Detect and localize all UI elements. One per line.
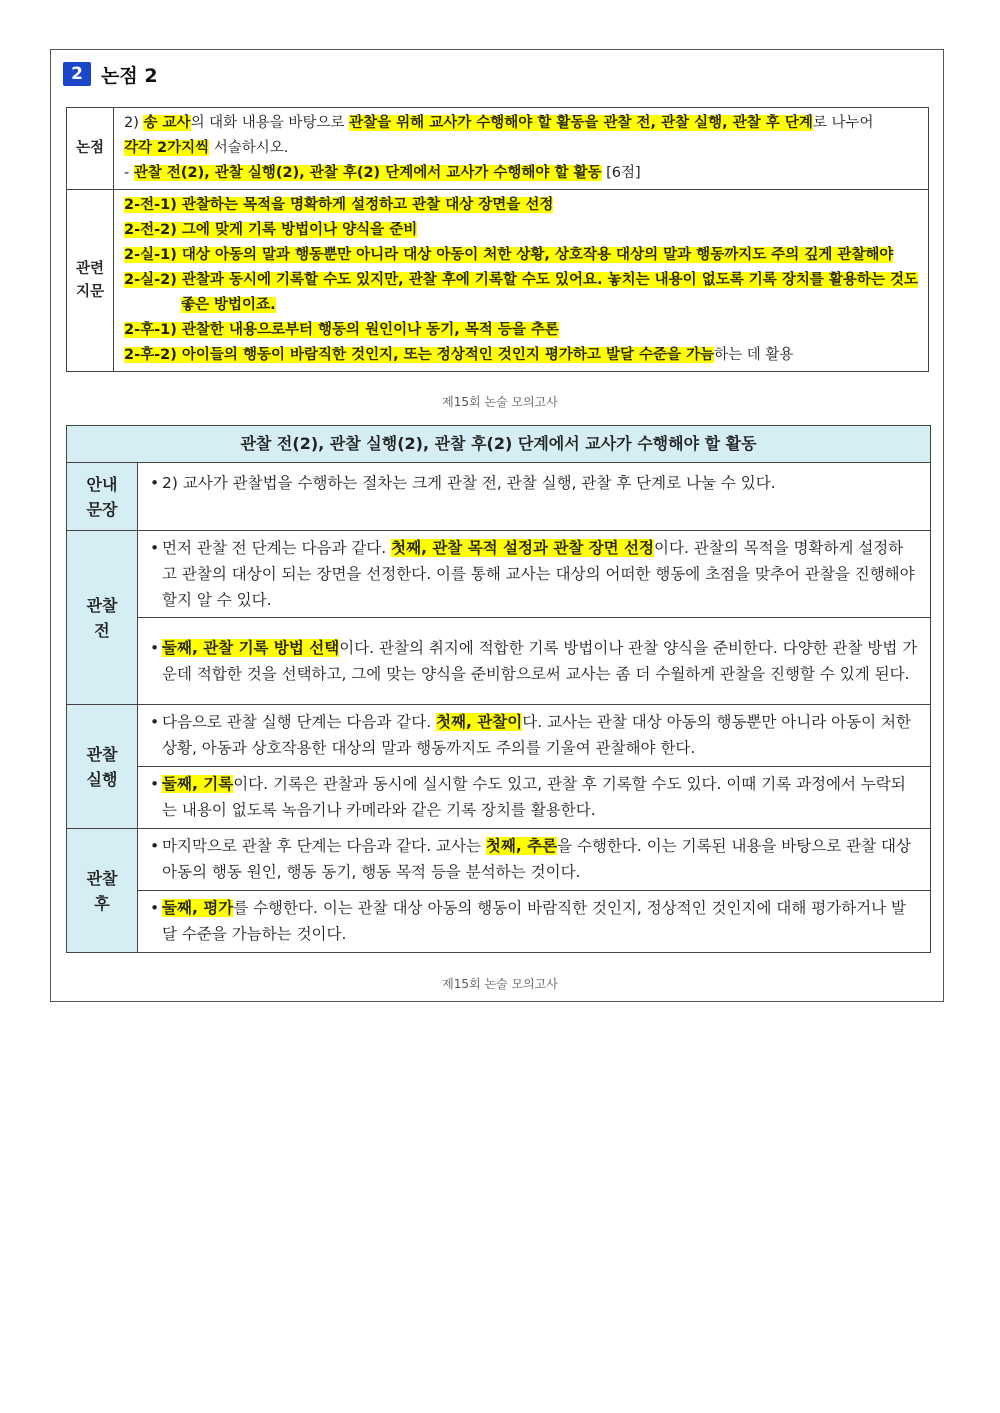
issue-content (113, 108, 928, 190)
during-label-line: 관찰 (86, 744, 118, 764)
text-segment: 다음으로 관찰 실행 단계는 다음과 같다. (162, 713, 437, 731)
highlighted-text: 첫째, 관찰 목적 설정과 관찰 장면 선정 (391, 538, 655, 557)
text-segment: 의 대화 내용을 바탕으로 (190, 115, 350, 131)
issue-line (124, 161, 918, 186)
highlighted-text: 둘째, 관찰 기록 방법 선택 (162, 638, 340, 657)
answer-table (66, 425, 931, 953)
page-caption: 제15회 논술 모의고사 (442, 395, 558, 409)
guide-text-cell (138, 463, 931, 531)
section-number-badge: 2 (63, 62, 91, 86)
reference-content (113, 190, 928, 372)
during-item-text (162, 709, 918, 761)
issue-line (124, 136, 918, 161)
bullet: • (150, 775, 160, 793)
before-item (138, 618, 931, 705)
bullet: • (150, 538, 160, 557)
highlighted-text: 2-실-2) 관찰과 동시에 기록할 수도 있지만, 관찰 후에 기록할 수도 있어요. 놓치는 내용이 없도록 기록 장치를 활용하는 것도 (123, 272, 918, 288)
highlighted-text: 관찰을 위해 교사가 수행해야 할 활동을 관찰 전, 관찰 실행, 관찰 후 단계 (349, 115, 813, 131)
guide-label-line: 안내 (86, 474, 118, 494)
highlighted-text: 2-후-2) 아이들의 행동이 바람직한 것인지, 또는 정상적인 것인지 평가하고 발달 수준을 가늠 (123, 347, 715, 363)
after-label-line: 관찰 (86, 868, 118, 888)
bullet: • (150, 713, 160, 731)
after-item-text (162, 833, 918, 885)
text-segment: - (123, 165, 134, 181)
bullet: • (150, 474, 160, 492)
during-label (67, 705, 138, 829)
text-segment: 하는 데 활용 (714, 347, 794, 363)
text-segment: 서술하시오. (209, 140, 289, 156)
text-segment: 를 수행한다. 이는 관찰 대상 아동의 행동이 바람직한 것인지, 정상적인 것인지에 대해 평가하거나 발달 수준을 가늠하는 것이다. (162, 899, 907, 943)
reference-line (124, 318, 918, 343)
reference-line (124, 268, 918, 293)
reference-label-line: 관련 (75, 260, 104, 277)
answer-table-title: 관찰 전(2), 관찰 실행(2), 관찰 후(2) 단계에서 교사가 수행해야 할 활동 (240, 434, 757, 453)
text-segment: [6점] (601, 165, 641, 181)
after-item-text (162, 895, 918, 947)
text-segment: 2) (123, 115, 144, 131)
text-segment: 이다. 관찰의 취지에 적합한 기록 방법이나 관찰 양식을 준비한다. 다양한 관찰 방법 가운데 적합한 것을 선택하고, 그에 맞는 양식을 준비함으로써 교사는 좀 더 수월하게 관찰을 진행할 수 있게 된다. (162, 638, 918, 683)
highlighted-text: 첫째, 관찰이 (436, 713, 523, 731)
guide-label-line: 문장 (86, 499, 118, 519)
highlighted-text: 2-후-1) 관찰한 내용으로부터 행동의 원인이나 동기, 목적 등을 추론 (123, 322, 559, 338)
reference-line (124, 293, 918, 318)
highlighted-text: 2-전-2) 그에 맞게 기록 방법이나 양식을 준비 (123, 222, 418, 238)
during-item (138, 767, 931, 829)
highlighted-text: 첫째, 추론 (485, 837, 558, 855)
highlighted-text: 관찰 전(2), 관찰 실행(2), 관찰 후(2) 단계에서 교사가 수행해야 할 활동 (133, 165, 602, 181)
during-item-text (162, 771, 918, 823)
highlighted-text: 둘째, 평가 (162, 899, 234, 917)
highlighted-text: 2-실-1) 대상 아동의 말과 행동뿐만 아니라 대상 아동이 처한 상황, 상호작용 대상의 말과 행동까지도 주의 깊게 관찰해야 (123, 247, 894, 263)
text-segment: 먼저 관찰 전 단계는 다음과 같다. (162, 538, 392, 557)
after-item (138, 829, 931, 891)
before-label-line: 전 (94, 620, 110, 640)
during-item (138, 705, 931, 767)
after-label (67, 829, 138, 953)
before-item-text (162, 635, 918, 687)
before-label (67, 531, 138, 705)
text-segment: 이다. 관찰의 목적을 명확하게 설정하고 관찰의 대상이 되는 장면을 선정한다. 이를 통해 교사는 대상의 어떠한 행동에 초점을 맞추어 관찰을 진행해야 할지 알 수 있다. (162, 538, 915, 609)
reference-label-line: 지문 (75, 283, 104, 300)
highlighted-text: 2-전-1) 관찰하는 목적을 명확하게 설정하고 관찰 대상 장면을 선정 (123, 197, 554, 213)
after-item (138, 891, 931, 953)
text-segment: 로 나누어 (812, 115, 874, 131)
highlighted-text: 송 교사 (143, 115, 191, 131)
before-item (138, 531, 931, 618)
after-label-line: 후 (94, 893, 110, 913)
bullet: • (150, 638, 160, 657)
page-caption: 제15회 논술 모의고사 (442, 977, 558, 991)
text-segment: 을 수행한다. 이는 기록된 내용을 바탕으로 관찰 대상 아동의 행동 원인, 행동 동기, 행동 목적 등을 분석하는 것이다. (162, 837, 911, 881)
issue-line (124, 111, 918, 136)
before-label-line: 관찰 (86, 595, 118, 615)
guide-label (67, 463, 138, 531)
answer-table-header (67, 426, 931, 463)
during-label-line: 실행 (86, 769, 118, 789)
reference-line (124, 193, 918, 218)
reference-label (67, 190, 114, 372)
highlighted-text: 각각 2가지씩 (123, 140, 210, 156)
guide-text: 2) 교사가 관찰법을 수행하는 절차는 크게 관찰 전, 관찰 실행, 관찰 후 단계로 나눌 수 있다. (162, 474, 776, 492)
highlighted-text: 좋은 방법이죠. (180, 297, 276, 313)
issue-table (66, 107, 929, 372)
bullet: • (150, 837, 160, 855)
reference-line (124, 218, 918, 243)
before-item-text (162, 535, 918, 613)
text-segment: 이다. 기록은 관찰과 동시에 실시할 수도 있고, 관찰 후 기록할 수도 있다. 이때 기록 과정에서 누락되는 내용이 없도록 녹음기나 카메라와 같은 기록 장치를 활용한다. (162, 775, 906, 819)
text-segment: 마지막으로 관찰 후 단계는 다음과 같다. 교사는 (162, 837, 486, 855)
section-heading (63, 61, 158, 87)
highlighted-text: 둘째, 기록 (162, 775, 234, 793)
text-segment: 다. 교사는 관찰 대상 아동의 행동뿐만 아니라 아동이 처한 상황, 아동과 상호작용한 대상의 말과 행동까지도 주의를 기울여 관찰해야 한다. (162, 713, 911, 757)
reference-line (124, 243, 918, 268)
section-title: 논점 2 (101, 64, 158, 87)
reference-line (124, 343, 918, 368)
bullet: • (150, 899, 160, 917)
issue-label: 논점 (67, 108, 114, 190)
